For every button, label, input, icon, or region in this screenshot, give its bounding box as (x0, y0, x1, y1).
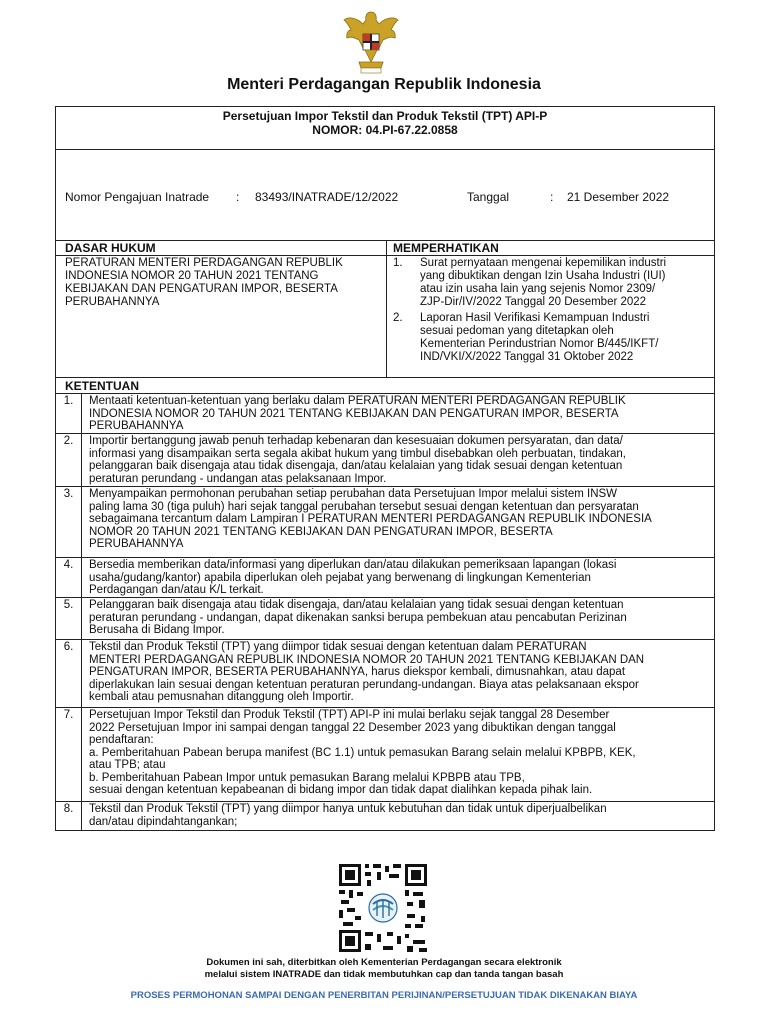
qr-code (337, 862, 429, 954)
ketentuan-item: 5. Pelanggaran baik disengaja atau tidak disengaja, dan/atau kelalaian yang tidak sesuai dengan ketentuan peraturan perundang - undangan, dapat dikenakan sanksi berupa pembekuan atau pencabutan Perizinan Berusaha di Bidang Impor. (55, 597, 715, 640)
memperhatikan-heading: MEMPERHATIKAN (393, 241, 499, 255)
garuda-emblem (343, 8, 399, 76)
ketentuan-item: 6. Tekstil dan Produk Tekstil (TPT) yang diimpor tidak sesuai dengan ketentuan dalam PERATURAN MENTERI PERDAGANGAN REPUBLIK INDONESIA NOMOR 20 TAHUN 2021 TENTANG KEBIJAKAN DAN PENGATURAN IMPOR, BESERTA PERUBAHANNYA, harus diekspor kembali, dimusnahkan, atau dapat diperlakukan lain sesuai dengan ketentuan peraturan perundang-undangan. Biaya atas pelaksanaan ekspor kembali atau pemusnahan ditanggung oleh Importir. (55, 639, 715, 708)
memperhatikan-list (393, 257, 711, 367)
ketentuan-item: 3. Menyampaikan permohonan perubahan setiap perubahan data Persetujuan Impor melalui sistem INSW paling lama 30 (tiga puluh) hari sejak tanggal perubahan tersebut sesuai dengan ketentuan dan persyaratan sebagaimana tercantum dalam Lampiran I PERATURAN MENTERI PERDAGANGAN REPUBLIK INDONESIA NOMOR 20 TAHUN 2021 TENTANG KEBIJAKAN DAN PENGATURAN IMPOR, BESERTA PERUBAHANNYA (55, 486, 715, 558)
tanggal-label: Tanggal (467, 190, 510, 204)
ketentuan-heading: KETENTUAN (65, 379, 139, 393)
tanggal-separator: : (550, 190, 554, 204)
free-of-charge-notice: PROSES PERMOHONAN SAMPAI DENGAN PENERBITAN PERIJINAN/PERSETUJUAN TIDAK DIKENAKAN BIAYA (130, 990, 638, 1001)
nomor-separator: : (236, 190, 240, 204)
legal-basis-section (55, 240, 715, 378)
memperhatikan-item: 2. Laporan Hasil Verifikasi Kemampuan Industri sesuai pedoman yang ditetapkan oleh Kementerian Perindustrian Nomor B/445/IKFT/ IND/VKI/X/2022 Tanggal 31 Oktober 2022 (393, 312, 659, 363)
document-title: Persetujuan Impor Tekstil dan Produk Tekstil (TPT) API-P (222, 109, 548, 123)
ketentuan-item: 2. Importir bertanggung jawab penuh terhadap kebenaran dan kesesuaian dokumen persyaratan, dan data/ informasi yang disampaikan serta segala akibat hukum yang timbul disebabkan oleh perbuatan, tindakan, pelanggaran baik disengaja atau tidak disengaja, dan/atau kelalaian yang tidak sesuai dengan ketentuan peraturan perundang - undangan atas pelaksanaan Impor. (55, 433, 715, 487)
ketentuan-item: 8. Tekstil dan Produk Tekstil (TPT) yang diimpor hanya untuk kebutuhan dan tidak untuk diperjualbelikan dan/atau dipindahtangankan; (55, 801, 715, 831)
ketentuan-item: 7. Persetujuan Impor Tekstil dan Produk Tekstil (TPT) API-P ini mulai berlaku sejak tanggal 28 Desember 2022 Persetujuan Impor ini sampai dengan tanggal 22 Desember 2023 yang dibuktikan dengan tanggal pendaftaran: a. Pemberitahuan Pabean berupa manifest (BC 1.1) untuk pemasukan Barang selain melalui KPBPB, KEK, atau TPB; atau b. Pemberitahuan Pabean Impor untuk pemasukan Barang melalui KPBPB atau TPB, sesuai dengan ketentuan kepabeanan di bidang impor dan tidak dapat dialihkan kepada pihak lain. (55, 707, 715, 802)
document-number: NOMOR: 04.PI-67.22.0858 (312, 123, 458, 137)
document-title-box (55, 106, 715, 150)
validity-note: Dokumen ini sah, diterbitkan oleh Kementerian Perdagangan secara elektronik melalui sistem INATRADE dan tidak membutuhkan cap dan tanda tangan basah (204, 957, 564, 980)
dasar-hukum-text: PERATURAN MENTERI PERDAGANGAN REPUBLIK INDONESIA NOMOR 20 TAHUN 2021 TENTANG KEBIJAKAN DAN PENGATURAN IMPOR, BESERTA PERUBAHANNYA (65, 257, 343, 308)
submission-info-box (55, 149, 715, 241)
nomor-value: 83493/INATRADE/12/2022 (255, 190, 399, 204)
ketentuan-item: 4. Bersedia memberikan data/informasi yang diperlukan dan/atau dilakukan pemeriksaan lapangan (lokasi usaha/gudang/kantor) apabila diperlukan oleh pejabat yang berwenang di lingkungan Kementerian Perdagangan dan/atau K/L terkait. (55, 557, 715, 598)
ketentuan-heading-box (55, 377, 715, 394)
nomor-label: Nomor Pengajuan Inatrade (65, 190, 210, 204)
memperhatikan-item: 1. Surat pernyataan mengenai kepemilikan industri yang dibuktikan dengan Izin Usaha Industri (IUI) atau izin usaha lain yang sejenis Nomor 2309/ ZJP-Dir/IV/2022 Tanggal 20 Desember 2022 (393, 257, 667, 308)
ketentuan-item: 1. Mentaati ketentuan-ketentuan yang berlaku dalam PERATURAN MENTERI PERDAGANGAN REPUBLIK INDONESIA NOMOR 20 TAHUN 2021 TENTANG KEBIJAKAN DAN PENGATURAN IMPOR, BESERTA PERUBAHANNYA (55, 393, 715, 434)
tanggal-value: 21 Desember 2022 (567, 190, 670, 204)
ministry-title: Menteri Perdagangan Republik Indonesia (227, 76, 541, 93)
dasar-hukum-heading: DASAR HUKUM (65, 241, 156, 255)
